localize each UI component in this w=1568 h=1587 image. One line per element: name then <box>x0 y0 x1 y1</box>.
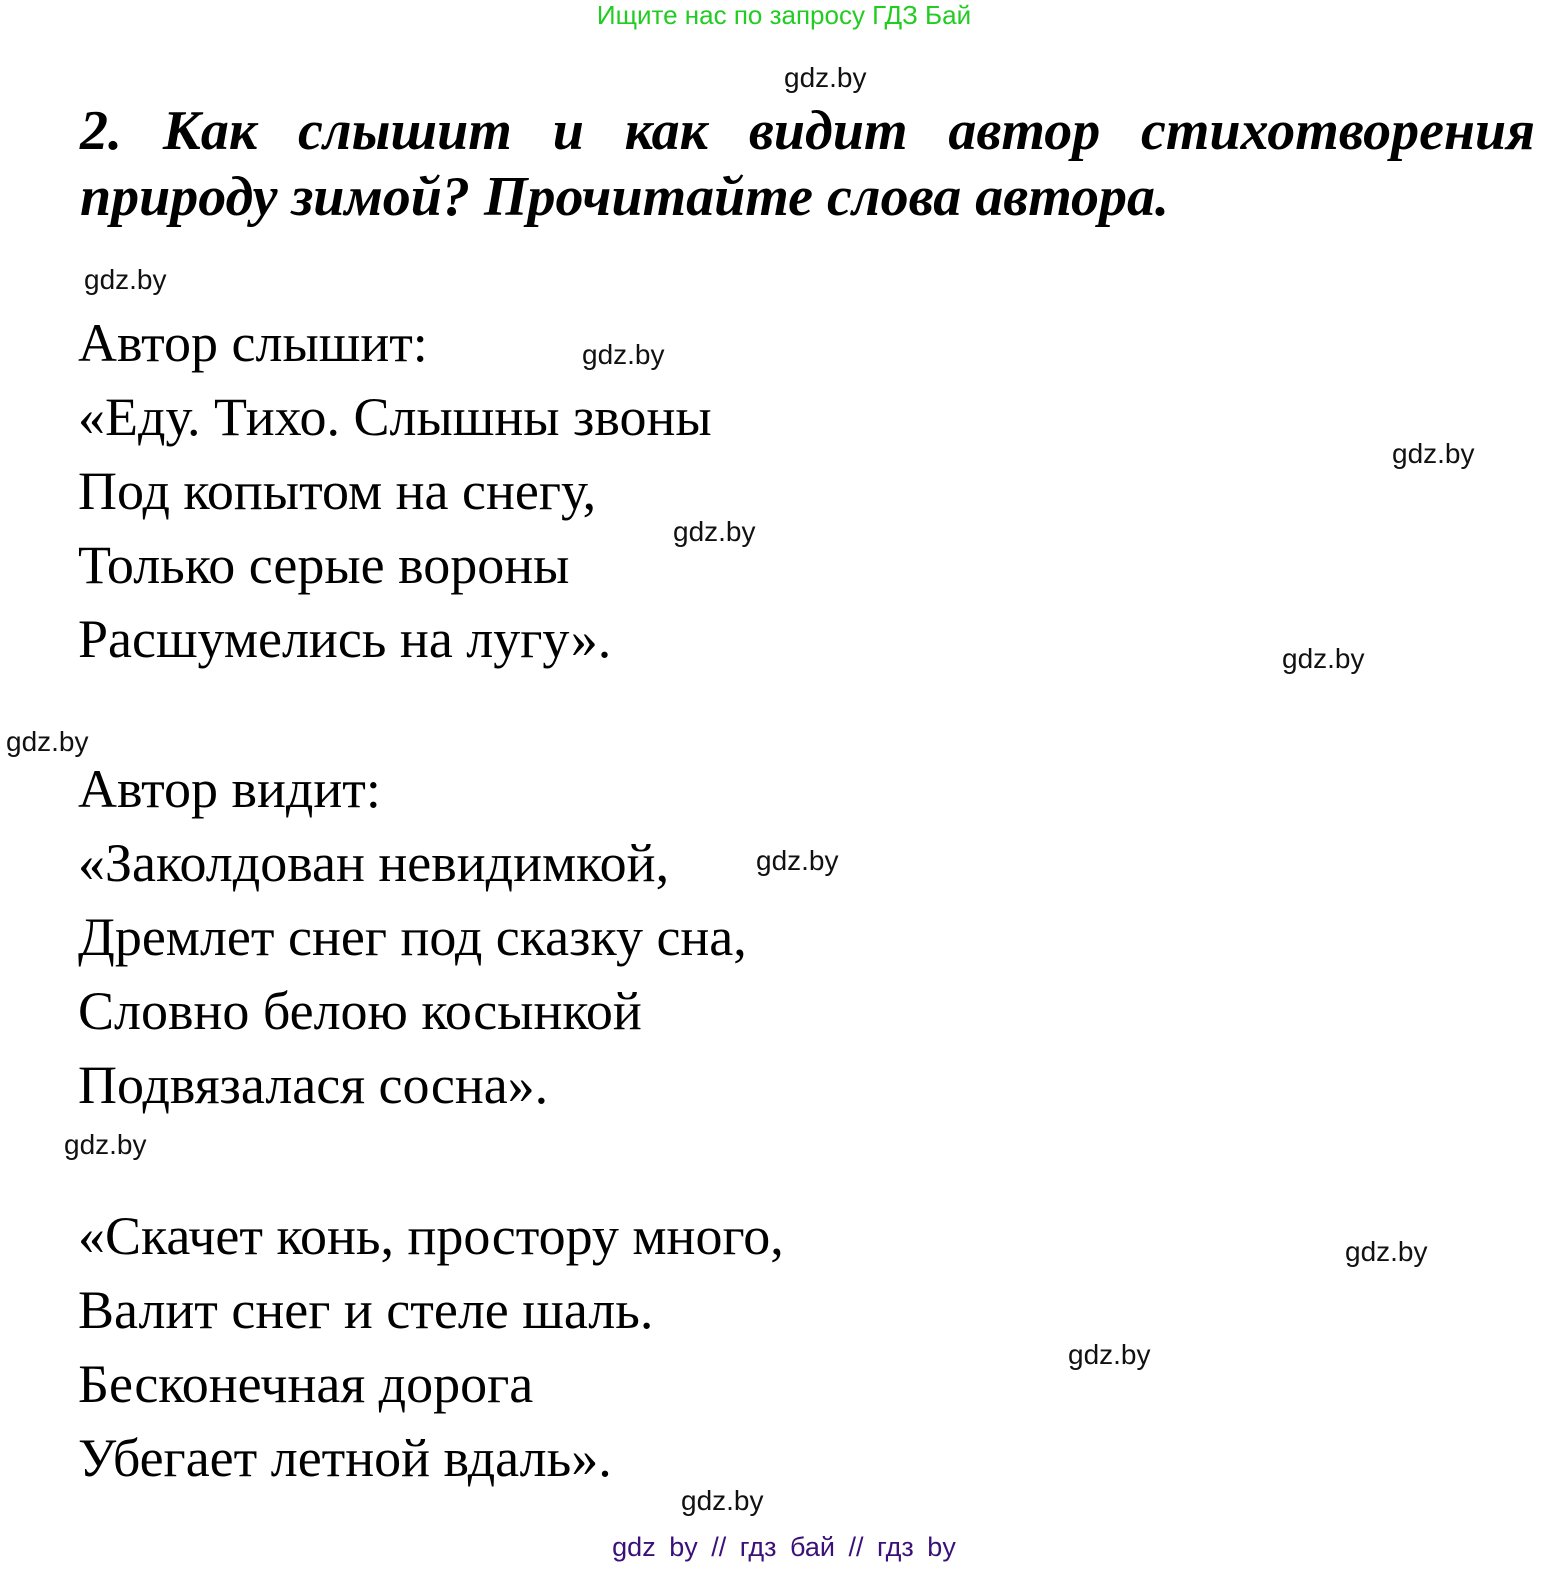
watermark: gdz.by <box>1282 643 1365 674</box>
verse-line: Валит снег и стеле шаль. <box>78 1280 654 1340</box>
sees-label: Автор видит: <box>78 759 381 819</box>
verse-line: «Еду. Тихо. Слышны звоны <box>78 387 712 447</box>
verse-line: Расшумелись на лугу». <box>78 609 612 669</box>
hears-label: Автор слышит: <box>78 313 428 373</box>
question-line-2: природу зимой? Прочитайте слова автора. <box>80 166 1170 228</box>
question-heading <box>80 98 1535 230</box>
verse-line: Убегает летной вдаль». <box>78 1428 612 1488</box>
watermark: gdz.by <box>582 339 665 370</box>
watermark: gdz.by <box>1068 1339 1151 1370</box>
verse-line: Под копытом на снегу, <box>78 461 597 521</box>
watermark: gdz.by <box>6 726 89 757</box>
footer-link-gdz-by-cyr[interactable]: гдз by <box>877 1532 956 1562</box>
verse-line: Бесконечная дорога <box>78 1354 534 1414</box>
footer-link-gdz-bai[interactable]: гдз бай <box>739 1532 835 1562</box>
watermark: gdz.by <box>64 1129 147 1160</box>
verse-line: Словно белою косынкой <box>78 981 642 1041</box>
question-line-1: 2. Как слышит и как видит автор стихотворения <box>80 100 1535 162</box>
footer-separator: // <box>711 1532 727 1562</box>
footer-link-gdz-by[interactable]: gdz by <box>612 1532 698 1562</box>
footer-links <box>0 1532 1568 1563</box>
watermark: gdz.by <box>784 62 867 93</box>
verse-line: Только серые вороны <box>78 535 570 595</box>
watermark: gdz.by <box>84 264 167 295</box>
watermark: gdz.by <box>1345 1236 1428 1267</box>
verse-line: Подвязалася сосна». <box>78 1055 549 1115</box>
watermark: gdz.by <box>681 1485 764 1516</box>
search-banner: Ищите нас по запросу ГДЗ Бай <box>596 0 972 30</box>
watermark: gdz.by <box>1392 438 1475 469</box>
watermark: gdz.by <box>756 845 839 876</box>
verse-line: «Заколдован невидимкой, <box>78 833 670 893</box>
footer-separator: // <box>848 1532 864 1562</box>
verse-line: «Скачет конь, простору много, <box>78 1206 784 1266</box>
watermark: gdz.by <box>673 516 756 547</box>
verse-line: Дремлет снег под сказку сна, <box>78 907 747 967</box>
